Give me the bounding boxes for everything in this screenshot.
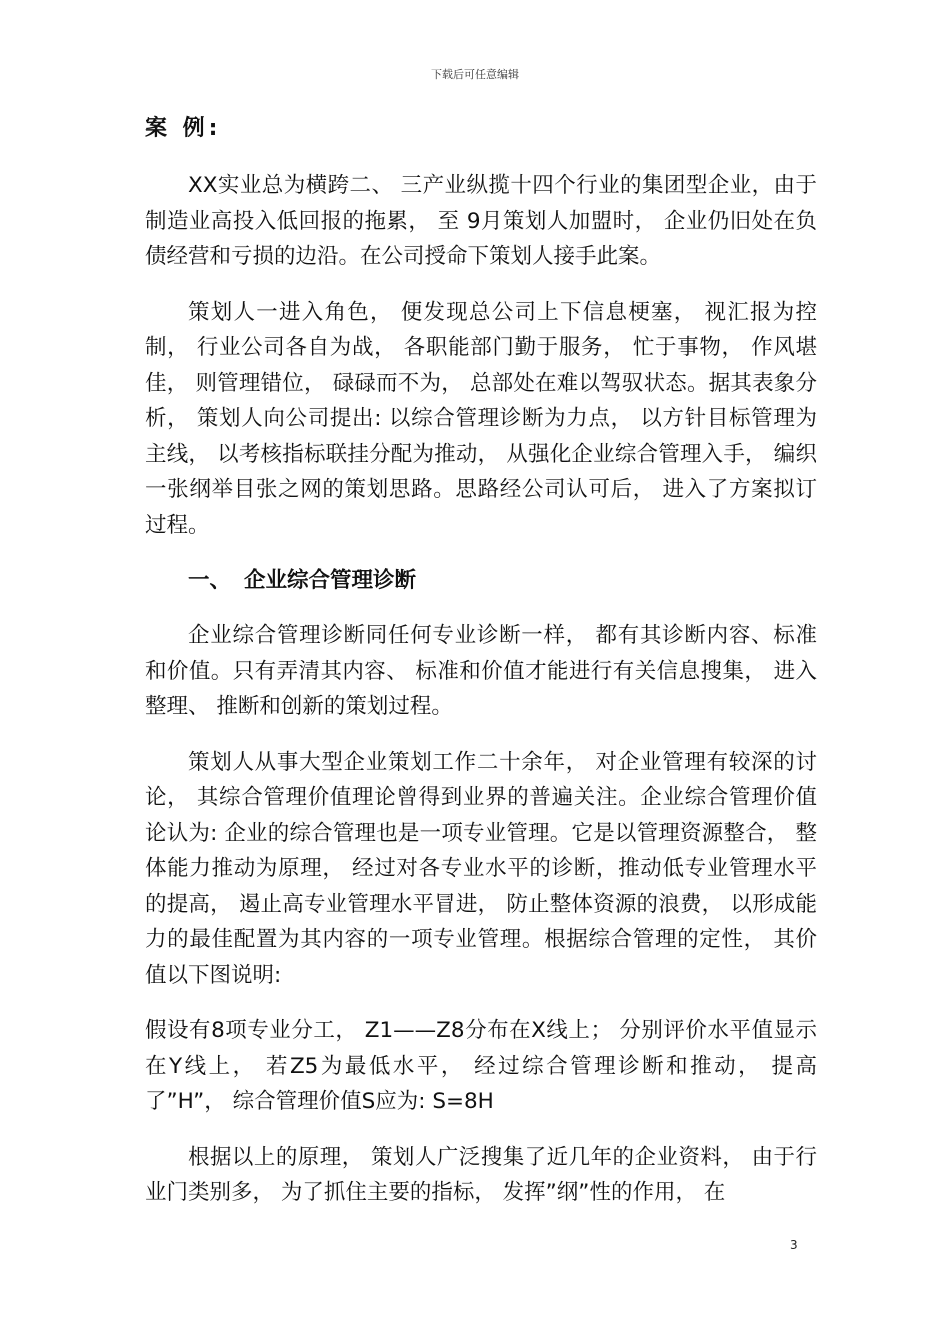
paragraph-conclusion: 根据以上的原理， 策划人广泛搜集了近几年的企业资料， 由于行业门类别多， 为了抓住主要的指标， 发挥”纲”性的作用， 在 [145,1144,817,1205]
paragraph-diagnosis: 企业综合管理诊断同任何专业诊断一样， 都有其诊断内容、标准和价值。只有弄清其内容、 标准和价值才能进行有关信息搜集， 进入整理、 推断和创新的策划过程。 [145,623,817,719]
section-number: 一、 [188,568,232,593]
page-header: 下载后可任意编辑 [431,68,519,81]
page-number: 3 [790,1238,798,1252]
paragraph-theory: 策划人从事大型企业策划工作二十余年， 对企业管理有较深的讨论， 其综合管理价值理论曾得到业界的普遍关注。企业综合管理价值论认为: 企业的综合管理也是一项专业管理。它是以管理资源整合， 整体能力推动为原理， 经过对各专业水平的诊断，推动低专业管理水平的提高， 遏止高专业管理水平冒进， 防止整体资源的浪费， 以形成能力的最佳配置为其内容的一项专业管理。根据综合管理的定性， 其价值以下图说明: [145,749,817,988]
paragraph-hypothesis: 假设有8项专业分工， Z1——Z8分布在X线上； 分别评价水平值显示在Y线上， 若Z5为最低水平， 经过综合管理诊断和推动， 提高了”H”， 综合管理价值S应为: S=8H [145,1018,817,1114]
section-heading [188,563,817,598]
document-body [145,112,817,1231]
section-title: 企业综合管理诊断 [244,568,417,593]
paragraph-intro: XX实业总为横跨二、 三产业纵揽十四个行业的集团型企业，由于制造业高投入低回报的拖累， 至 9月策划人加盟时， 企业仍旧处在负债经营和亏损的边沿。在公司授命下策划人接手此案。 [145,173,817,269]
paragraph-analysis: 策划人一进入角色， 便发现总公司上下信息梗塞， 视汇报为控制， 行业公司各自为战， 各职能部门勤于服务， 忙于事物， 作风堪佳， 则管理错位， 碌碌而不为， 总部处在难以驾驭状态。据其表象分析， 策划人向公司提出: 以综合管理诊断为力点， 以方针目标管理为主线， 以考核指标联挂分配为推动， 从强化企业综合管理入手， 编织一张纲举目张之网的策划思路。思路经公司认可后， 进入了方案拟订过程。 [145,299,817,538]
document-title: 案 例: [145,116,222,141]
